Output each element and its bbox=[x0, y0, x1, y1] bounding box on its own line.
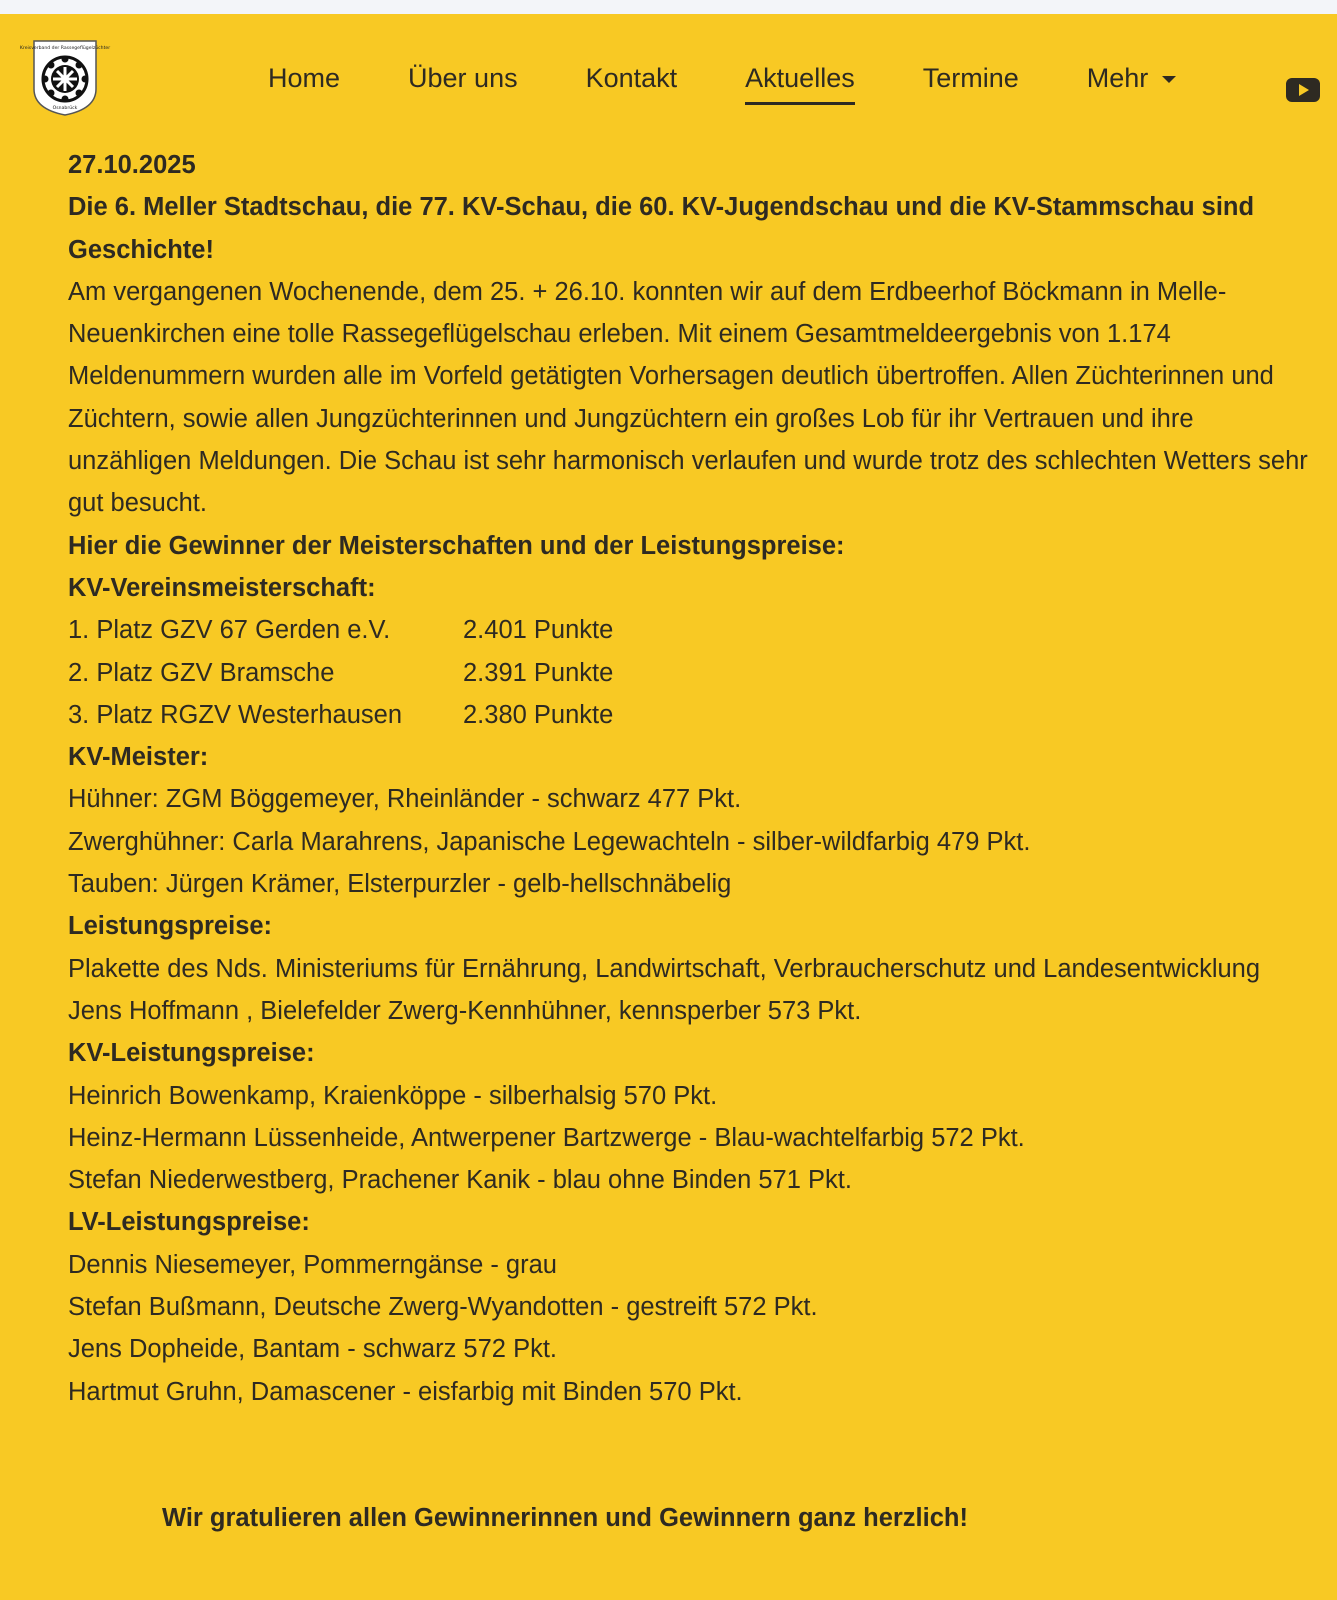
awards-heading: Leistungspreise: bbox=[68, 912, 273, 941]
kv-award-line: Heinrich Bowenkamp, Kraienköppe - silberhalsig 570 Pkt. bbox=[68, 1081, 718, 1110]
browser-top-strip bbox=[0, 0, 1337, 14]
club-result-points: 2.391 Punkte bbox=[463, 658, 614, 687]
nav-home[interactable]: Home bbox=[268, 63, 341, 93]
nav-aktuelles[interactable]: Aktuelles bbox=[745, 58, 855, 98]
club-crest-icon bbox=[19, 39, 111, 117]
club-result-row bbox=[68, 694, 1318, 736]
club-championship-heading: KV-Vereinsmeisterschaft: bbox=[68, 573, 376, 602]
winners-heading: Hier die Gewinner der Meisterschaften und der Leistungspreise: bbox=[68, 531, 845, 560]
club-result-points: 2.380 Punkte bbox=[463, 700, 614, 729]
award-line: Plakette des Nds. Ministeriums für Ernährung, Landwirtschaft, Verbraucherschutz und Landesentwicklung bbox=[68, 954, 1261, 983]
club-result-place: 1. Platz GZV 67 Gerden e.V. bbox=[68, 616, 391, 645]
youtube-link[interactable] bbox=[1285, 76, 1321, 104]
main-menu bbox=[268, 58, 1244, 98]
article-date: 27.10.2025 bbox=[68, 151, 196, 179]
nav-kontakt[interactable]: Kontakt bbox=[585, 63, 678, 93]
congratulations-text: Wir gratulieren allen Gewinnerinnen und Gewinnern ganz herzlich! bbox=[162, 1504, 968, 1532]
lv-award-line: Jens Dopheide, Bantam - schwarz 572 Pkt. bbox=[68, 1335, 557, 1364]
lv-award-line: Stefan Bußmann, Deutsche Zwerg-Wyandotten - gestreift 572 Pkt. bbox=[68, 1293, 818, 1322]
navigation-bar bbox=[0, 14, 1337, 138]
club-result-row bbox=[68, 609, 1318, 651]
club-result-place: 2. Platz GZV Bramsche bbox=[68, 658, 335, 687]
award-line: Jens Hoffmann , Bielefelder Zwerg-Kennhühner, kennsperber 573 Pkt. bbox=[68, 996, 862, 1025]
champion-line: Zwerghühner: Carla Marahrens, Japanische Legewachteln - silber-wildfarbig 479 Pkt. bbox=[68, 827, 1031, 856]
nav-termine[interactable]: Termine bbox=[922, 63, 1019, 93]
nav-ueber-uns[interactable]: Über uns bbox=[408, 63, 518, 93]
champions-heading: KV-Meister: bbox=[68, 743, 209, 772]
champion-line: Tauben: Jürgen Krämer, Elsterpurzler - gelb-hellschnäbelig bbox=[68, 870, 732, 899]
club-result-row bbox=[68, 652, 1318, 694]
lv-award-line: Dennis Niesemeyer, Pommerngänse - grau bbox=[68, 1250, 557, 1279]
logo-text-bottom: Osnabrück bbox=[52, 106, 78, 111]
nav-mehr-dropdown[interactable] bbox=[1087, 58, 1177, 98]
kv-award-line: Heinz-Hermann Lüssenheide, Antwerpener Bartzwerge - Blau-wachtelfarbig 572 Pkt. bbox=[68, 1123, 1025, 1152]
club-result-place: 3. Platz RGZV Westerhausen bbox=[68, 700, 403, 729]
article-content bbox=[68, 144, 1318, 1413]
lv-award-line: Hartmut Gruhn, Damascener - eisfarbig mit Binden 570 Pkt. bbox=[68, 1377, 743, 1406]
chevron-down-icon bbox=[1162, 76, 1176, 83]
kv-award-line: Stefan Niederwestberg, Prachener Kanik - blau ohne Binden 571 Pkt. bbox=[68, 1166, 852, 1195]
youtube-icon bbox=[1285, 76, 1321, 104]
logo-text-top: Kreisverband der Rassegeflügelzüchter bbox=[19, 46, 111, 51]
nav-mehr-label: Mehr bbox=[1086, 63, 1149, 93]
kv-awards-heading: KV-Leistungspreise: bbox=[68, 1039, 315, 1068]
article-headline: Die 6. Meller Stadtschau, die 77. KV-Schau, die 60. KV-Jugendschau und die KV-Stammschau sind Geschichte! bbox=[68, 193, 1255, 264]
article-intro: Am vergangenen Wochenende, dem 25. + 26.10. konnten wir auf dem Erdbeerhof Böckmann in Melle-Neuenkirchen eine tolle Rassegeflügelschau erleben. Mit einem Gesamtmeldeergebnis von 1.174 Meldenummern wurden alle im Vorfeld getätigten Vorhersagen deutlich übertroffen. Allen Züchterinnen und Züchtern, sowie allen Jungzüchterinnen und Jungzüchtern ein großes Lob für ihr Vertrauen und ihre unzähligen Meldungen. Die Schau ist sehr harmonisch verlaufen und wurde trotz des schlechten Wetters sehr gut besucht. bbox=[68, 277, 1308, 518]
lv-awards-heading: LV-Leistungspreise: bbox=[68, 1208, 310, 1237]
club-result-points: 2.401 Punkte bbox=[463, 616, 614, 645]
champion-line: Hühner: ZGM Böggemeyer, Rheinländer - schwarz 477 Pkt. bbox=[68, 785, 742, 814]
site-logo[interactable] bbox=[19, 39, 111, 117]
